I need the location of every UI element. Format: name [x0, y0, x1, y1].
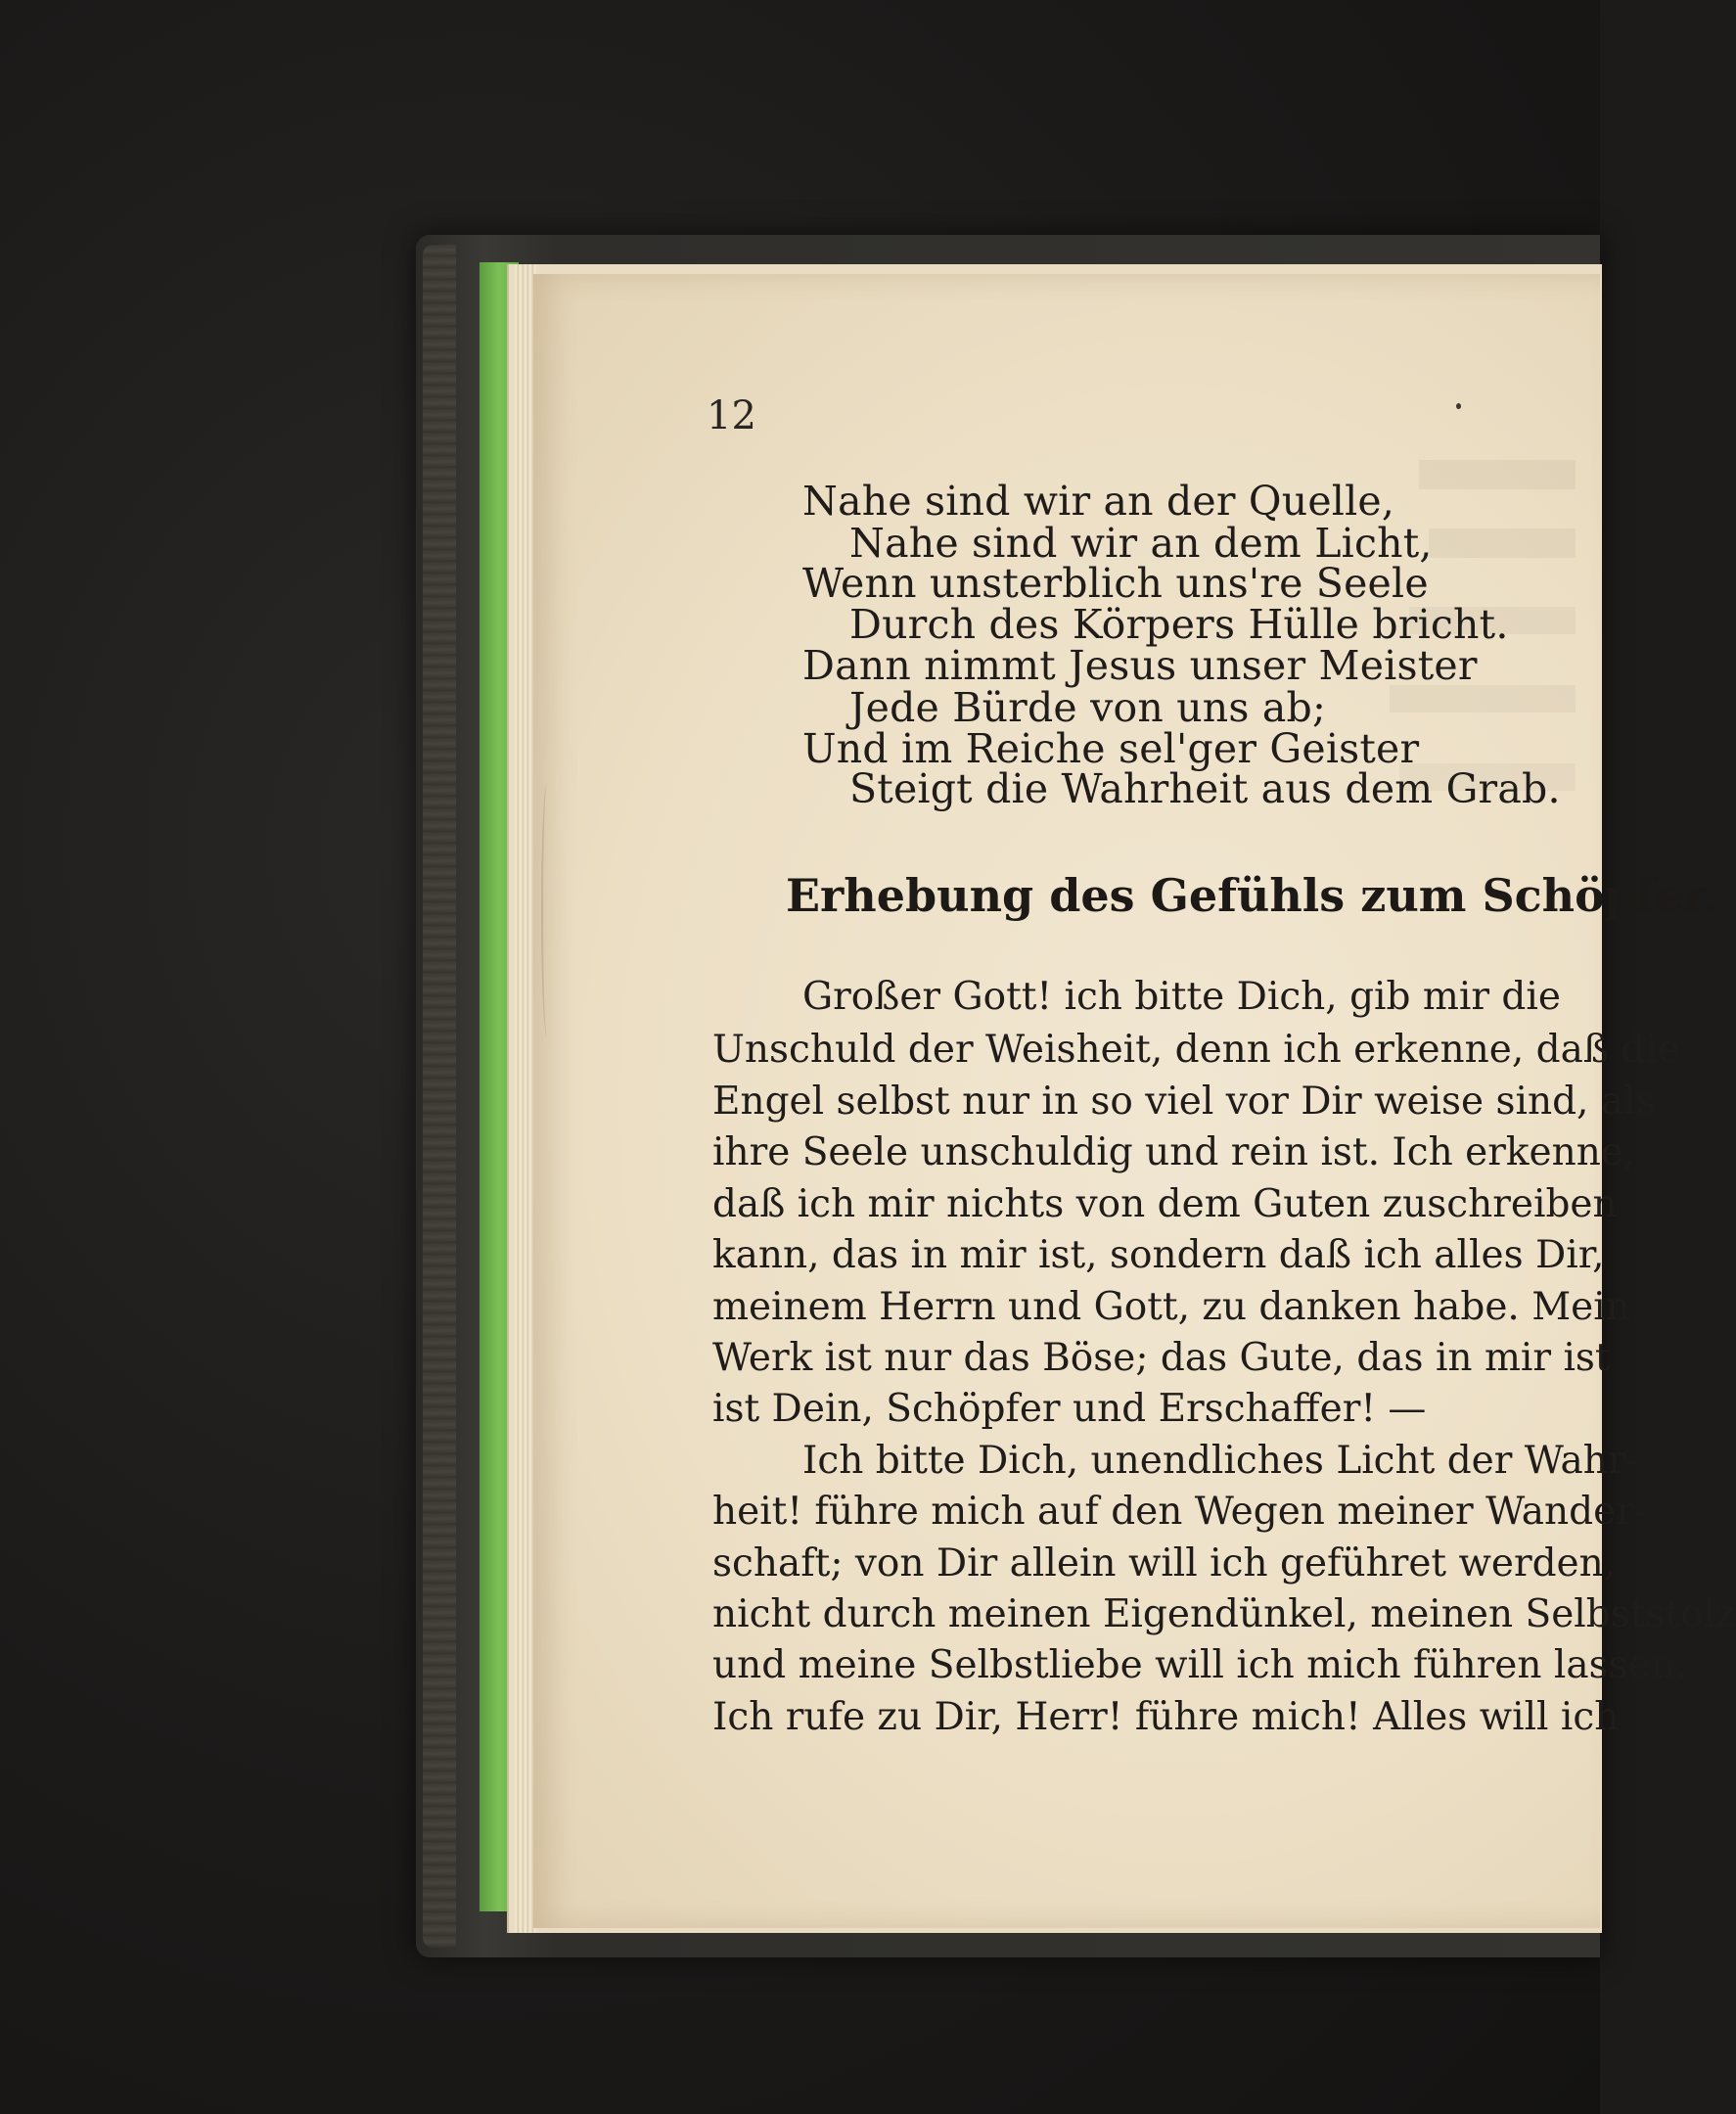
- prose-line: ihre Seele unschuldig und rein ist. Ich erkenne,: [712, 1130, 1636, 1174]
- prose-line: nicht durch meinen Eigendünkel, meinen Selbststolz: [712, 1592, 1736, 1636]
- prose-line: und meine Selbstliebe will ich mich führen lassen.: [712, 1643, 1688, 1687]
- bleed-through-shadow: [1390, 685, 1576, 712]
- prose-line: Ich rufe zu Dir, Herr! führe mich! Alles will ich: [712, 1695, 1620, 1739]
- poem-line: Jede Bürde von uns ab;: [849, 684, 1326, 731]
- page-fold-mark: [541, 783, 553, 1037]
- book-spine: [423, 245, 456, 1948]
- ink-dot: [1456, 403, 1461, 409]
- bleed-through-shadow: [1429, 528, 1576, 558]
- poem-line: Durch des Körpers Hülle bricht.: [849, 601, 1509, 648]
- poem-line: Wenn unsterblich uns're Seele: [802, 560, 1429, 607]
- prose-line: kann, das in mir ist, sondern daß ich alles Dir,: [712, 1233, 1605, 1277]
- prose-line: Großer Gott! ich bitte Dich, gib mir die: [802, 975, 1561, 1019]
- section-heading: Erhebung des Gefühls zum Schöpfer.: [786, 869, 1720, 922]
- poem-line: Und im Reiche sel'ger Geister: [802, 725, 1420, 772]
- poem-line: Steigt die Wahrheit aus dem Grab.: [849, 765, 1561, 812]
- prose-line: Engel selbst nur in so viel vor Dir weise sind, als: [712, 1080, 1656, 1124]
- prose-line: Ich bitte Dich, unendliches Licht der Wahr-: [802, 1439, 1639, 1483]
- poem-line: Dann nimmt Jesus unser Meister: [802, 642, 1478, 689]
- prose-line: heit! führe mich auf den Wegen meiner Wander-: [712, 1490, 1648, 1534]
- prose-line: schaft; von Dir allein will ich geführet werden,: [712, 1541, 1617, 1586]
- bleed-through-shadow: [1419, 460, 1576, 489]
- page-number: 12: [707, 393, 756, 438]
- poem-line: Nahe sind wir an dem Licht,: [849, 520, 1433, 567]
- prose-line: Werk ist nur das Böse; das Gute, das in mir ist: [712, 1336, 1611, 1380]
- prose-line: ist Dein, Schöpfer und Erschaffer! —: [712, 1387, 1427, 1431]
- prose-line: daß ich mir nichts von dem Guten zuschreiben: [712, 1182, 1618, 1226]
- poem-line: Nahe sind wir an der Quelle,: [802, 478, 1395, 525]
- prose-line: meinem Herrn und Gott, zu danken habe. Mein: [712, 1285, 1630, 1329]
- prose-line: Unschuld der Weisheit, denn ich erkenne, daß die: [712, 1028, 1680, 1072]
